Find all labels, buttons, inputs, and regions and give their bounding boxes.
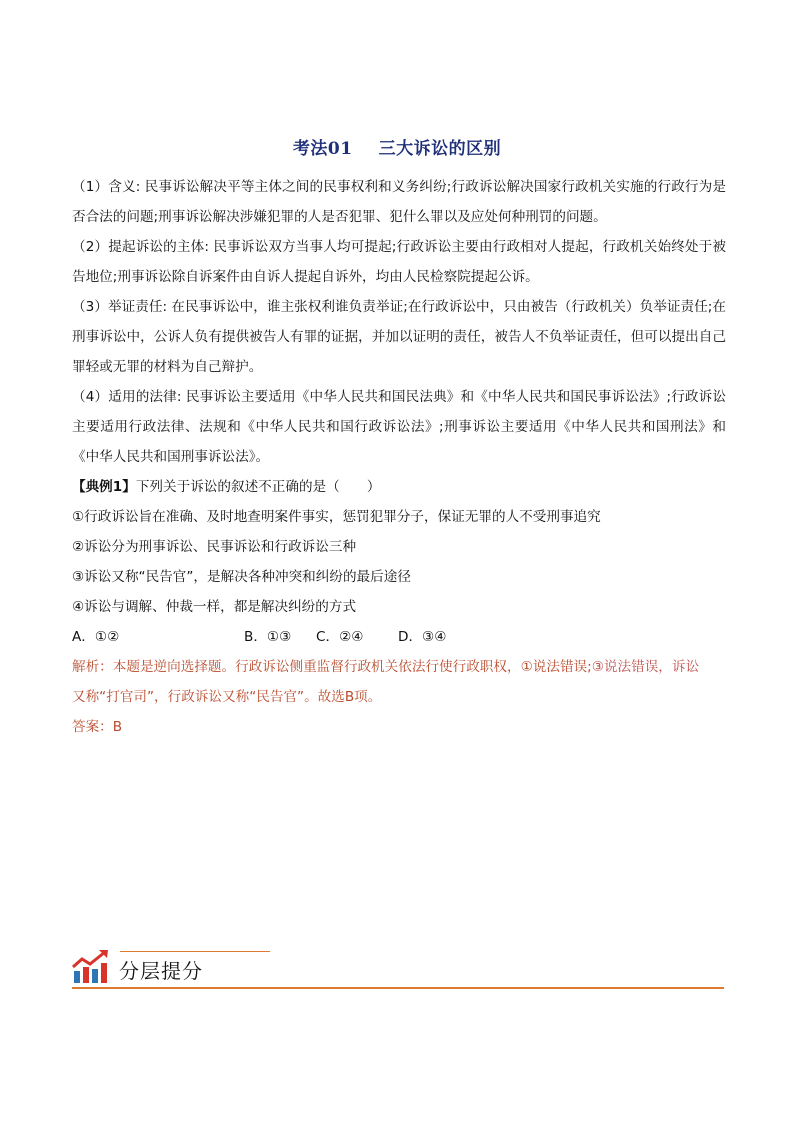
explanation-part-3: 又称“打官司”，行政诉讼又称“民告官”。故选B项。 xyxy=(72,689,382,705)
option-d: D．③④ xyxy=(398,629,447,645)
chart-growth-icon xyxy=(72,949,110,985)
point-applicable-law: （4）适用的法律: 民事诉讼主要适用《中华人民共和国民法典》和《中华人民共和国民事诉讼法》;行政诉讼主要适用行政法律、法规和《中华人民共和国行政诉讼法》;刑事诉讼主要适用《中华人民共和国刑法》和《中华人民共和国刑事诉讼法》。 xyxy=(72,389,726,465)
example-tag: 【典例1】 xyxy=(72,479,136,495)
explanation-part-2: ③说法错误，诉讼 xyxy=(591,659,700,675)
option-a: A．①② xyxy=(72,629,120,645)
option-c: C．②④ xyxy=(316,629,364,645)
statement-2: ②诉讼分为刑事诉讼、民事诉讼和行政诉讼三种 xyxy=(72,539,357,555)
answer-options xyxy=(72,622,726,652)
section-bottom-rule xyxy=(72,987,724,989)
example-question-text: 下列关于诉讼的叙述不正确的是（ ） xyxy=(135,479,381,495)
content-body xyxy=(72,172,726,742)
answer: 答案：B xyxy=(72,719,123,735)
statement-3: ③诉讼又称“民告官”，是解决各种冲突和纠纷的最后途径 xyxy=(72,569,411,585)
point-subject: （2）提起诉讼的主体: 民事诉讼双方当事人均可提起;行政诉讼主要由行政相对人提起，行政机关始终处于被告地位;刑事诉讼除自诉案件由自诉人提起自诉外，均由人民检察院提起公诉。 xyxy=(72,239,726,285)
point-burden-of-proof: （3）举证责任: 在民事诉讼中，谁主张权利谁负责举证;在行政诉讼中，只由被告（行政机关）负举证责任;在刑事诉讼中，公诉人负有提供被告人有罪的证据，并加以证明的责任，被告人不负举证责任，但可以提出自己罪轻或无罪的材料为自己辩护。 xyxy=(72,299,726,375)
section-header xyxy=(72,945,724,989)
title-name: 三大诉讼的区别 xyxy=(378,139,502,159)
statement-4: ④诉讼与调解、仲裁一样，都是解决纠纷的方式 xyxy=(72,599,357,615)
explanation xyxy=(72,652,726,712)
option-b: B．①③ xyxy=(244,629,292,645)
section-top-rule xyxy=(120,951,270,952)
section-label: 分层提分 xyxy=(119,959,203,983)
statement-1: ①行政诉讼旨在准确、及时地查明案件事实，惩罚犯罪分子，保证无罪的人不受刑事追究 xyxy=(72,509,601,525)
page-title xyxy=(0,134,794,159)
example-question xyxy=(72,472,726,502)
title-method: 考法01 xyxy=(292,139,353,159)
explanation-part-1: 解析：本题是逆向选择题。行政诉讼侧重监督行政机关依法行使行政职权，①说法错误; xyxy=(72,659,592,675)
point-meaning: （1）含义: 民事诉讼解决平等主体之间的民事权利和义务纠纷;行政诉讼解决国家行政机关实施的行政行为是否合法的问题;刑事诉讼解决涉嫌犯罪的人是否犯罪、犯什么罪以及应处何种刑罚的问题。 xyxy=(72,179,726,225)
